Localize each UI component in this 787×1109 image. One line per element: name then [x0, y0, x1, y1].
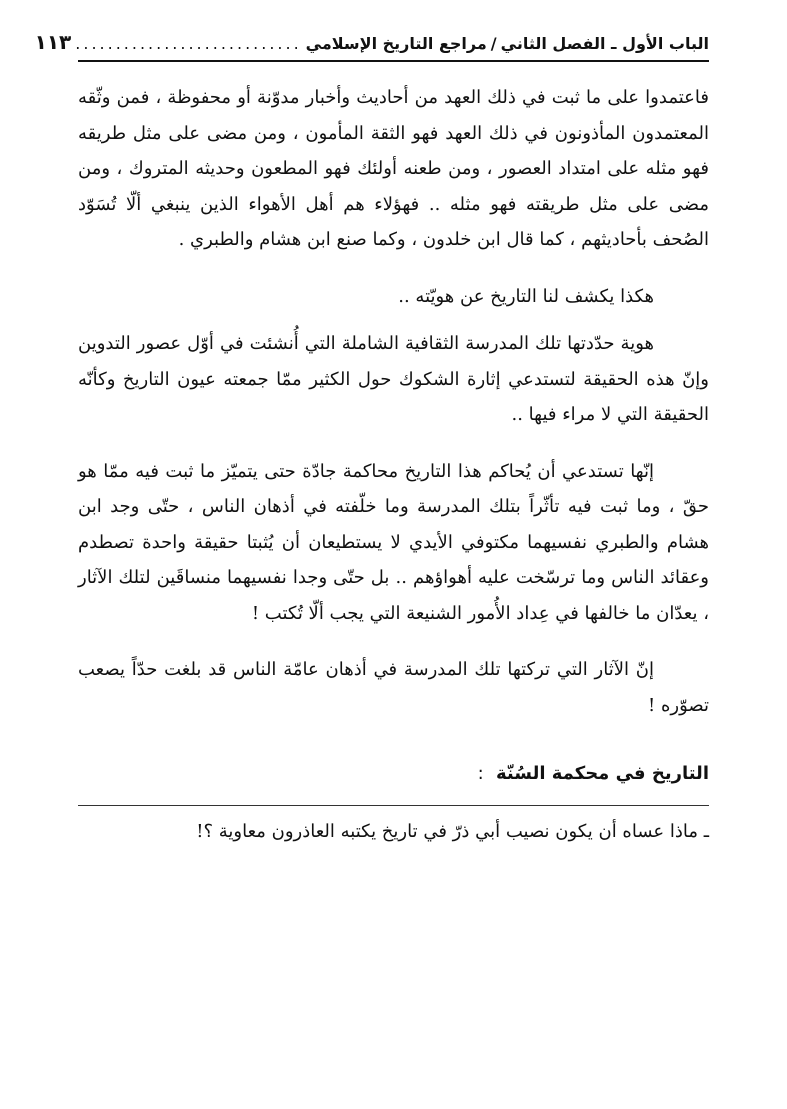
paragraph: إنّها تستدعي أن يُحاكم هذا التاريخ محاكمة جادّة حتى يتميّز ما ثبت فيه ممّا هو حقّ ، وما ثبت فيه تأثّراً بتلك المدرسة وما خلّفته في أذهان الناس ، حتّى وجد ابن هشام والطبري نفسيهما مكتوفي الأيدي لا يستطيعان أن يُثبتا حقيقة واحدة تصطدم وعقائد الناس وما ترسّخت عليه أهواؤهم .. بل حتّى وجدا نفسيهما منساقَين لتلك الآثار ، يعدّان ما خالفها في عِداد الأُمور الشنيعة التي يجب ألّا تُكتب ! [78, 460, 709, 624]
header-chapter: الباب الأول ـ الفصل الثاني [500, 34, 709, 53]
paragraph: إنّ الآثار التي تركتها تلك المدرسة في أذهان عامّة الناس قد بلغت حدّاً يصعب تصوّره ! [78, 659, 709, 716]
paragraph: هوية حدّدتها تلك المدرسة الثقافية الشاملة التي أُنشئت في أوّل عصور التدوين وإنّ هذه الحقيقة لتستدعي إثارة الشكوك حول الكثير ممّا جمعته عيون التاريخ وكأنّه الحقيقة التي لا مراء فيها .. [78, 333, 709, 425]
paragraph: هكذا يكشف لنا التاريخ عن هويّته .. [398, 285, 654, 307]
section-heading-text: التاريخ في محكمة السُنّة [495, 763, 709, 784]
running-header [34, 30, 709, 62]
header-leader-dots: ............................ [75, 34, 302, 53]
book-page [34, 30, 709, 1089]
section-heading [78, 759, 709, 789]
body-text [78, 80, 709, 848]
section-heading-colon: : [477, 763, 484, 784]
paragraph: فاعتمدوا على ما ثبت في ذلك العهد من أحاديث وأخبار مدوّنة أو محفوظة ، فمن وثّقه المعتمدون المأذونون في ذلك العهد فهو الثقة المأمون ، ومن مضى على مثل طريقه فهو مثله على امتداد العصور ، ومن طعنه أولئك فهو المطعون وحديثه المتروك ، ومن مضى على مثل طريقته فهو مثله .. فهؤلاء هم أهل الأهواء الذين ينبغي ألّا تُسَوّد الصُحف بأحاديثهم ، كما قال ابن خلدون ، وكما صنع ابن هشام والطبري . [78, 87, 709, 250]
page-number: ١١٣ [34, 30, 72, 54]
header-title: مراجع التاريخ الإسلامي [305, 34, 487, 53]
question-line: ـ ماذا عساه أن يكون نصيب أبي ذرّ في تاريخ يكتبه العاذرون معاوية ؟! [78, 805, 709, 848]
header-separator: / [490, 34, 497, 53]
